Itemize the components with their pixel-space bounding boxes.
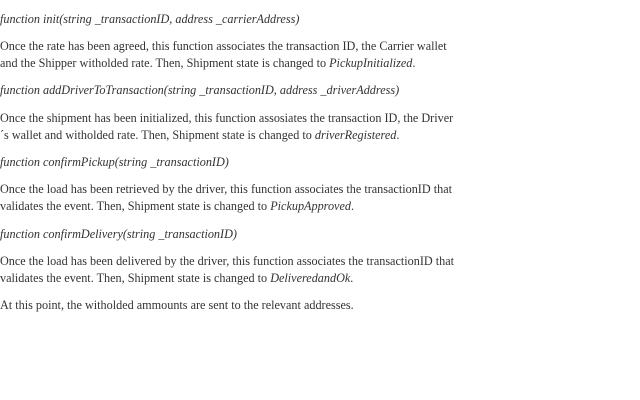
state-name: PickupInitialized (329, 56, 413, 70)
description-text: and the Shipper witholded rate. Then, Shipment state is changed to (0, 56, 330, 70)
description-line: Once the load has been delivered by the driver, this function associates the transactionID that (0, 254, 455, 268)
description-line (0, 198, 430, 215)
function-signature-add-driver: function addDriverToTransaction(string _transactionID, address _driverAddress) (0, 83, 400, 97)
punctuation: . (350, 199, 355, 213)
function-signature-confirm-delivery: function confirmDelivery(string _transactionID) (0, 227, 237, 241)
description-text: ´s wallet and witholded rate. Then, Shipment state is changed to (0, 128, 315, 142)
description-line: Once the shipment has been initialized, this function assosiates the transaction ID, the Driver (0, 111, 454, 125)
description-line (0, 270, 430, 287)
punctuation: . (396, 128, 400, 142)
closing-text: At this point, the witholded ammounts are sent to the relevant addresses. (0, 298, 354, 312)
function-signature-init: function init(string _transactionID, address _carrierAddress) (0, 12, 300, 26)
state-name: DeliveredandOk (270, 271, 351, 285)
state-name: driverRegistered (314, 128, 397, 142)
description-init (0, 38, 447, 72)
description-line (0, 127, 430, 144)
state-name: PickupApproved (270, 199, 351, 213)
description-add-driver (0, 110, 454, 144)
description-text: validates the event. Then, Shipment state is changed to (0, 271, 271, 285)
description-confirm-delivery (0, 253, 455, 287)
description-line (0, 55, 430, 72)
punctuation: . (412, 56, 416, 70)
function-signature-confirm-pickup: function confirmPickup(string _transactionID) (0, 155, 229, 169)
closing-paragraph (0, 297, 430, 314)
description-confirm-pickup (0, 181, 452, 215)
description-line: Once the rate has been agreed, this function associates the transaction ID, the Carrier wallet (0, 39, 447, 53)
punctuation: . (350, 271, 354, 285)
description-text: validates the event. Then, Shipment state is changed to (0, 199, 271, 213)
description-line: Once the load has been retrieved by the driver, this function associates the transactionID that (0, 182, 452, 196)
